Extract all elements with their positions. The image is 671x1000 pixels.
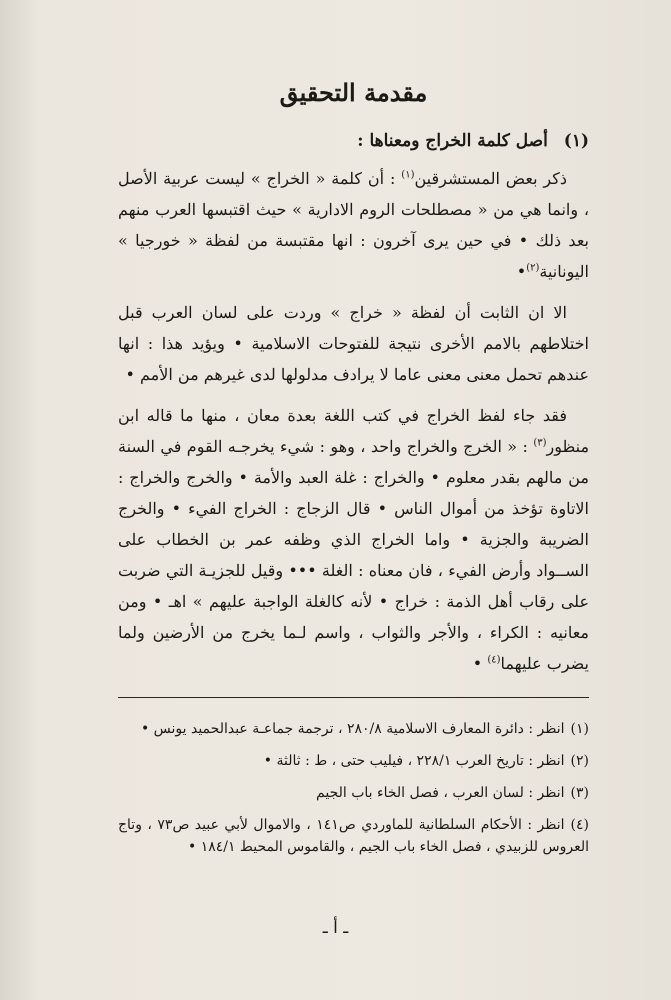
section-heading (118, 131, 589, 151)
paragraph-3-text-c: • (472, 654, 488, 673)
footnote-2-text: انظر : تاريخ العرب ٢٢٨/١ ، فيليب حتى ، ط : ثالثة • (263, 753, 565, 769)
section-heading-text: أصل كلمة الخراج ومعناها : (357, 131, 548, 151)
paragraph-3 (118, 400, 589, 679)
paragraph-3-text-a: فقد جاء لفظ الخراج في كتب اللغة بعدة معان ، منها ما قاله ابن منظور (118, 406, 590, 456)
footnote-3 (118, 782, 589, 804)
footnotes (118, 718, 589, 858)
footnote-1-number: (١) (570, 721, 589, 737)
paragraph-1 (118, 163, 589, 287)
paragraph-2 (118, 297, 589, 390)
page-number: ـ أ ـ (322, 918, 349, 938)
footnote-1-text: انظر : دائرة المعارف الاسلامية ٢٨٠/٨ ، ترجمة جماعـة عبدالحميد يونس • (140, 721, 565, 737)
footnote-ref-2: (٢) (526, 262, 540, 274)
page-content (118, 70, 589, 868)
footnote-4-number: (٤) (570, 817, 590, 833)
paragraph-1-text-b: : أن كلمة « الخراج » ليست عربية الأصل ، وانما هي من « مصطلحات الروم الادارية » حيث اقتبسها العرب منهم بعد ذلك • في حين يرى آخرون : انها مقتبسة من لفظة « خورجيا » اليونانية (118, 169, 589, 281)
footnote-4 (118, 814, 589, 858)
paragraph-1-text-c: • (516, 262, 527, 281)
footnote-4-text: انظر : الأحكام السلطانية للماوردي ص١٤١ ، والاموال لأبي عبيد ص٧٣ ، وتاج العروس للزبيدي ، فصل الخاء باب الجيم ، والقاموس المحيط ١٨٤/١ • (118, 817, 589, 855)
footnote-2 (118, 750, 589, 772)
footnote-ref-3: (٣) (533, 437, 547, 449)
paragraph-3-text-b: : « الخرج والخراج واحد ، وهو : شيء يخرجـه القوم في السنة من مالهم بقدر معلوم • والخراج : غلة العبد والأمة • والخرج والخراج : الاتاوة تؤخذ من أموال الناس • قال الزجاج : الخراج الفيء • والخرج الضريبة والجزية • واما الخراج الذي وظفه عمر بن الخطاب على الســواد وأرض الفيء ، فان معناه : الغلة ••• وقيل للجزيـة التي ضربت على رقاب أهل الذمة : خراج • لأنه كالغلة الواجبة عليهم » اهـ • ومن معانيه : الكراء ، والأجر والثواب ، واسم لـما يخرج من الأرضين ولما يضرب عليهما (118, 437, 589, 673)
paragraph-1-text-a: ذكر بعض المستشرقين (414, 169, 568, 188)
footnote-ref-1: (١) (401, 169, 415, 181)
footnote-divider (118, 697, 589, 698)
page-title: مقدمة التحقيق (279, 78, 428, 107)
footnote-3-number: (٣) (570, 785, 589, 801)
footnote-ref-4: (٤) (487, 654, 501, 666)
footnote-2-number: (٢) (570, 753, 589, 769)
paragraph-2-text: الا ان الثابت أن لفظة « خراج » وردت على لسان العرب قبل اختلاطهم بالامم الأخرى نتيجة للفتوحات الاسلامية • ويؤيد هذا : انها عندهم تحمل معنى معنى عاما لا يرادف مدلولها لدى غيرهم من الأمم • (118, 303, 589, 384)
section-number: (١) (563, 131, 589, 151)
footnote-1 (118, 718, 589, 740)
footnote-3-text: انظر : لسان العرب ، فصل الخاء باب الجيم (316, 785, 565, 801)
